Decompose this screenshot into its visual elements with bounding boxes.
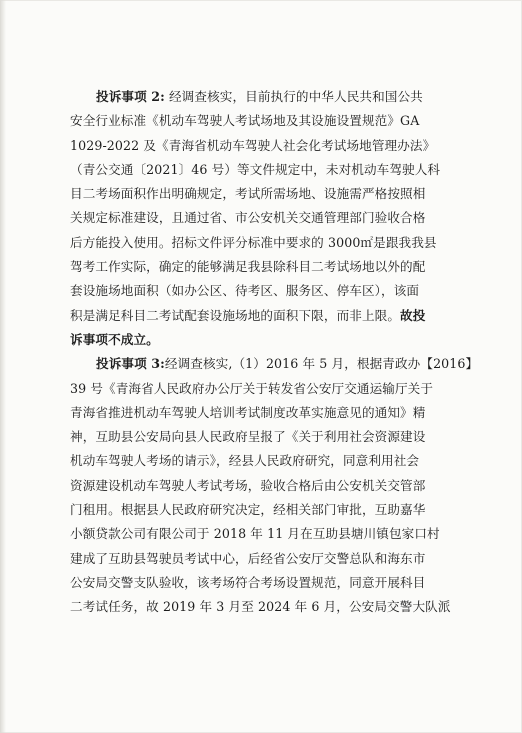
text-line: 目二考场面积作出明确规定，考试所需场地、设施需严格按照相 <box>70 186 426 202</box>
complaint-2-paragraph <box>70 85 462 352</box>
scan-edge-shadow <box>0 0 6 733</box>
complaint-2-heading: 投诉事项 2: <box>96 89 165 104</box>
text-line: 建成了互助县驾驶员考试中心，后经省公安厅交警总队和海东市 <box>70 550 426 566</box>
text-line: 安全行业标准《机动车驾驶人考试场地及其设施设置规范》GA <box>70 113 420 129</box>
text-line-content: 经调查核实,（1）2016 年 5 月，根据青政办【2016】 <box>164 356 479 372</box>
text-line: 关规定标准建设，且通过省、市公安机关交通管理部门验收合格 <box>70 210 426 226</box>
text-line: 39 号《青海省人民政府办公厅关于转发省公安厅交通运输厅关于 <box>70 380 434 396</box>
text-line <box>70 85 462 109</box>
text-line: 公安局交警支队验收，该考场符合考场设置规范，同意开展科目 <box>70 574 426 590</box>
complaint-3-paragraph <box>70 352 479 619</box>
text-line: 小额贷款公司有限公司于 2018 年 11 月在互助县塘川镇包家口村 <box>70 526 440 542</box>
text-line <box>70 352 479 376</box>
text-line: 驾考工作实际，确定的能够满足我县除科目二考试场地以外的配 <box>70 259 426 275</box>
conclusion-bold-start: 故投 <box>400 307 426 323</box>
text-line: 资源建设机动车驾驶人考试考场，验收合格后由公安机关交管部 <box>70 477 426 493</box>
text-line: 套设施场地面积（如办公区、待考区、服务区、停车区），该面 <box>70 283 420 299</box>
text-line: 后方能投入使用。招标文件评分标准中要求的 3000㎡是跟我我县 <box>70 234 437 250</box>
complaint-2-conclusion: 诉事项不成立。 <box>70 331 159 347</box>
text-line: 青海省推进机动车驾驶人培训考试制度改革实施意见的通知》精 <box>70 404 426 420</box>
text-line: 门租用。根据县人民政府研究决定，经相关部门审批，互助嘉华 <box>70 502 426 518</box>
text-line: 机动车驾驶人考场的请示》，经县人民政府研究，同意利用社会 <box>70 453 420 469</box>
text-line: 二考试任务，故 2019 年 3 月至 2024 年 6 月，公安局交警大队派 <box>70 599 451 615</box>
text-line: 神，互助县公安局向县人民政府呈报了《关于利用社会资源建设 <box>70 429 426 445</box>
text-line-content: 积是满足科目二考试配套设施场地的面积下限，而非上限。 <box>70 307 401 323</box>
document-body <box>70 85 479 620</box>
text-line <box>70 304 462 328</box>
text-line: （青公交通〔2021〕46 号）等文件规定中，未对机动车驾驶人科 <box>70 161 441 177</box>
text-line: 1029-2022 及《青海省机动车驾驶人社会化考试场地管理办法》 <box>70 137 436 153</box>
text-line-content: 经调查核实，目前执行的中华人民共和国公共 <box>168 89 423 104</box>
complaint-3-heading: 投诉事项 3: <box>96 356 165 372</box>
